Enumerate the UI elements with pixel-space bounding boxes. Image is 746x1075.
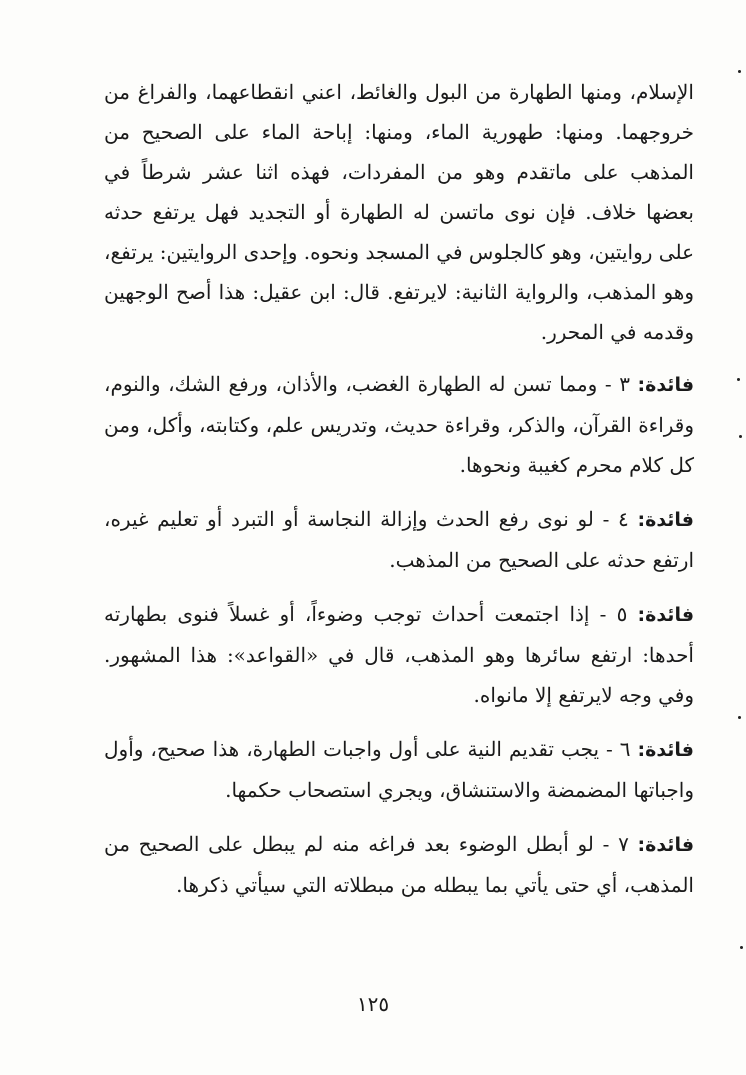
benefit-paragraph-7 (104, 824, 694, 905)
benefit-paragraph-4 (104, 499, 694, 580)
benefit-label: فائدة: (637, 739, 694, 761)
benefit-text: ٣ - ومما تسن له الطهارة الغضب، والأذان، ورفع الشك، والنوم، وقراءة القرآن، والذكر، وقراءة حديث، وتدريس علم، وكتابته، وأكل، ومن كل كلام محرم كغيبة ونحوها. (104, 372, 694, 477)
benefit-label: فائدة: (637, 834, 695, 856)
scan-speck (737, 378, 740, 381)
benefit-text: ٦ - يجب تقديم النية على أول واجبات الطهارة، هذا صحيح، وأول واجباتها المضمضة والاستنشاق، ويجري استصحاب حكمها. (104, 737, 694, 802)
benefit-label: فائدة: (637, 604, 695, 626)
benefit-paragraph-3 (104, 364, 694, 485)
benefit-label: فائدة: (637, 509, 694, 531)
page-number: ١٢٥ (356, 992, 390, 1016)
benefit-text: ٧ - لو أبطل الوضوء بعد فراغه منه لم يبطل على الصحيح من المذهب، أي حتى يأتي بما يبطله من مبطلاته التي سيأتي ذكرها. (104, 832, 694, 897)
scan-speck (738, 70, 741, 73)
benefit-text: ٤ - لو نوى رفع الحدث وإزالة النجاسة أو التبرد أو تعليم غيره، ارتفع حدثه على الصحيح من المذهب. (104, 507, 694, 572)
benefit-label: فائدة: (637, 374, 695, 396)
benefit-text: ٥ - إذا اجتمعت أحداث توجب وضوءاً، أو غسلاً فنوى بطهارته أحدها: ارتفع سائرها وهو المذهب، قال في «القواعد»: هذا المشهور. وفي وجه لايرتفع إلا مانواه. (104, 602, 694, 707)
scan-speck (738, 716, 741, 719)
scan-speck (739, 435, 742, 438)
benefit-paragraph-6 (104, 729, 694, 810)
benefit-paragraph-5 (104, 594, 694, 715)
scan-speck (740, 946, 743, 949)
intro-paragraph: الإسلام، ومنها الطهارة من البول والغائط، اعني انقطاعهما، والفراغ من خروجهما. ومنها: طهورية الماء، ومنها: إباحة الماء على الصحيح من المذهب على ماتقدم وهو من المفردات، فهذه اثنا عشر شرطاً في بعضها خلاف. فإن نوى ماتسن له الطهارة أو التجديد فهل يرتفع حدثه على روايتين، وهو كالجلوس في المسجد ونحوه. وإحدى الروايتين: يرتفع، وهو المذهب، والرواية الثانية: لايرتفع. قال: ابن عقيل: هذا أصح الوجهين وقدمه في المحرر. (104, 80, 694, 344)
page-body (104, 72, 694, 919)
